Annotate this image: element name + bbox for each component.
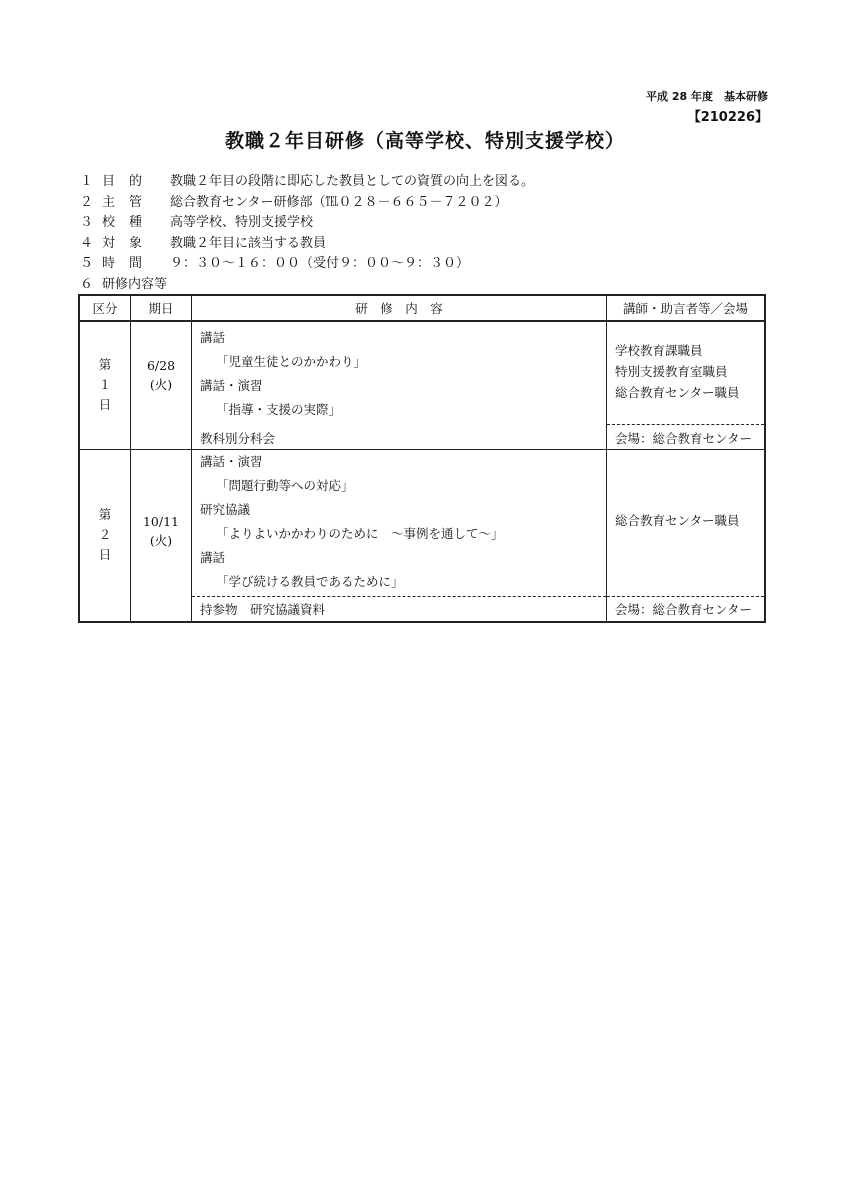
item-label: 時間 <box>102 256 157 271</box>
day-label-part: 第 <box>98 507 112 522</box>
item-value: 教職２年目の段階に即応した教員としての資質の向上を図る。 <box>170 174 535 189</box>
item-label: 校種 <box>102 215 157 230</box>
content-line: 講話 <box>200 549 226 565</box>
content-line: 「学び続ける教員であるために」 <box>216 573 404 589</box>
date-value: 6/28 <box>146 358 176 373</box>
item-label: 目的 <box>102 174 157 189</box>
content-line: 講話・演習 <box>200 378 263 393</box>
overview-list <box>80 172 534 295</box>
day-label-part: １ <box>98 377 112 393</box>
list-item-time <box>80 254 534 275</box>
fiscal-year-label: 平成 28 年度 基本研修 <box>646 90 768 103</box>
date-cell <box>131 321 192 449</box>
day-label-cell <box>79 449 131 622</box>
table-row <box>79 449 765 596</box>
training-schedule-table <box>78 294 766 623</box>
content-cell <box>192 449 607 596</box>
content-line: 「指導・支援の実際」 <box>216 402 342 417</box>
item-value: 教職２年目に該当する教員 <box>170 235 327 251</box>
list-item-organizer <box>80 193 534 214</box>
list-item-purpose <box>80 172 534 193</box>
content-line: 講話・演習 <box>200 453 263 469</box>
weekday-value: (火) <box>149 377 173 392</box>
day-label-part: ２ <box>98 527 112 542</box>
content-tail-cell <box>192 424 607 449</box>
item-number: １ <box>80 174 94 189</box>
content-line: 研究協議 <box>200 501 251 517</box>
lecturer-line: 総合教育センター職員 <box>615 512 740 528</box>
lecturer-cell <box>607 321 766 424</box>
content-line: 「問題行動等への対応」 <box>216 477 354 493</box>
lecturer-line: 特別支援教育室職員 <box>615 364 728 379</box>
content-line: 「よりよいかかわりのために ～事例を通して～」 <box>216 525 504 541</box>
day-label-cell <box>79 321 131 449</box>
lecturer-line: 学校教育課職員 <box>615 343 703 358</box>
page-title: 教職２年目研修（高等学校、特別支援学校） <box>224 130 625 152</box>
day-label-part: 日 <box>98 547 112 562</box>
item-label: 対象 <box>102 235 157 251</box>
date-cell <box>131 449 192 622</box>
table-header-row <box>79 295 765 321</box>
venue-text: 会場：総合教育センター <box>615 430 753 446</box>
item-number: ６ <box>80 276 94 292</box>
item-value: 総合教育センター研修部（℡０２８－６６５－７２０２） <box>170 194 508 210</box>
list-item-target <box>80 234 534 255</box>
table-row <box>79 321 765 424</box>
content-line: 「児童生徒とのかかわり」 <box>216 354 367 369</box>
venue-cell <box>607 424 766 449</box>
item-label: 主管 <box>102 194 157 210</box>
day-label-part: 第 <box>98 357 112 373</box>
lecturer-line: 総合教育センター職員 <box>615 385 740 400</box>
day-label-part: 日 <box>98 397 112 413</box>
content-tail: 持参物 研究協議資料 <box>200 601 326 617</box>
item-number: ５ <box>80 256 94 271</box>
date-value: 10/11 <box>142 513 180 529</box>
venue-text: 会場：総合教育センター <box>615 601 753 617</box>
item-value: 高等学校、特別支援学校 <box>170 215 314 230</box>
content-tail: 教科別分科会 <box>200 430 276 446</box>
venue-cell <box>607 596 766 622</box>
column-header-category: 区分 <box>79 295 131 321</box>
lecturer-cell <box>607 449 766 596</box>
column-header-lecturer: 講師・助言者等／会場 <box>607 295 766 321</box>
item-number: ２ <box>80 194 94 210</box>
item-number: ３ <box>80 215 94 230</box>
item-value: ９：３０～１６：００（受付９：００～９：３０） <box>170 256 470 271</box>
weekday-value: (火) <box>149 532 173 548</box>
item-label: 研修内容等 <box>102 276 168 292</box>
course-code: 【210226】 <box>687 110 768 125</box>
content-cell <box>192 321 607 424</box>
content-line: 講話 <box>200 330 226 345</box>
column-header-date: 期日 <box>131 295 192 321</box>
content-tail-cell <box>192 596 607 622</box>
item-number: ４ <box>80 235 94 251</box>
list-item-school-type <box>80 213 534 234</box>
column-header-content: 研 修 内 容 <box>192 295 607 321</box>
list-item-contents <box>80 275 534 296</box>
